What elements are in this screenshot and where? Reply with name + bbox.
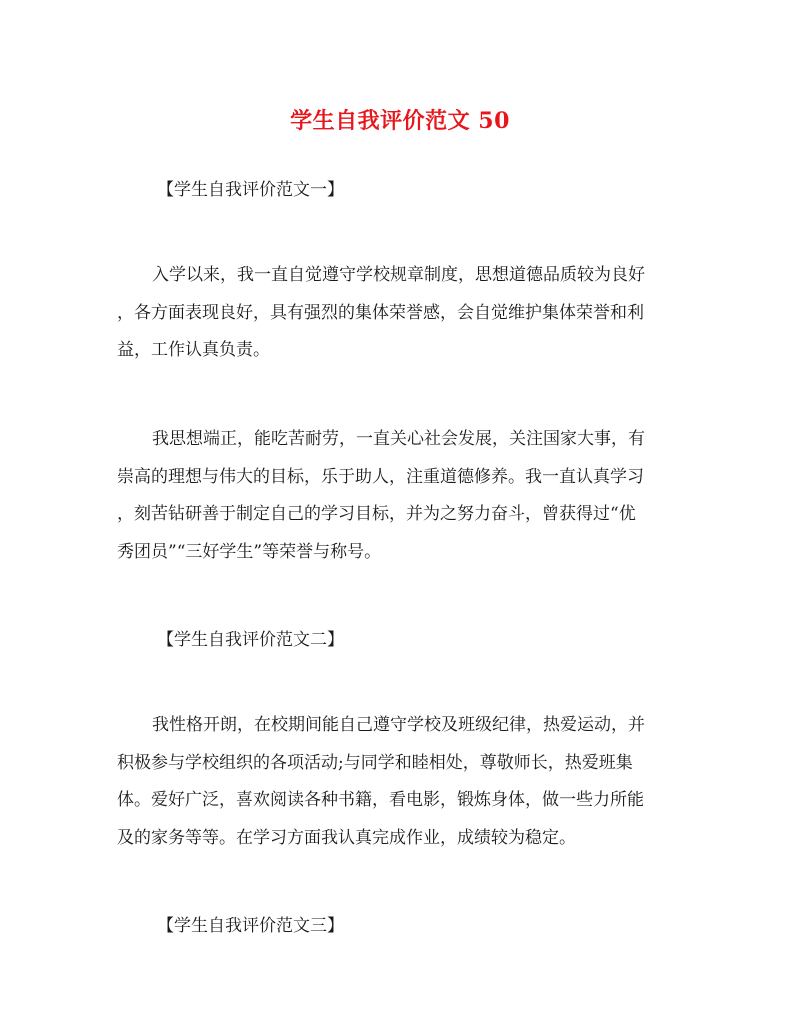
paragraph-line: 入学以来，我一直自觉遵守学校规章制度，思想道德品质较为良好 bbox=[152, 265, 645, 285]
paragraph-line: 益，工作认真负责。 bbox=[117, 340, 270, 360]
paragraph-line: 秀团员”“三好学生”等荣誉与称号。 bbox=[117, 541, 382, 562]
paragraph-line: ，各方面表现良好，具有强烈的集体荣誉感，会自觉维护集体荣誉和利 bbox=[117, 302, 644, 323]
paragraph-line: 及的家务等等。在学习方面我认真完成作业，成绩较为稳定。 bbox=[117, 827, 576, 848]
paragraph-line: ，刻苦钻研善于制定自己的学习目标，并为之努力奋斗，曾获得过“优 bbox=[117, 504, 636, 524]
paragraph-2 bbox=[117, 421, 697, 571]
paragraph-line: 积极参与学校组织的各项活动;与同学和睦相处，尊敬师长，热爱班集 bbox=[117, 752, 633, 773]
paragraph-line: 崇高的理想与伟大的目标，乐于助人，注重道德修养。我一直认真学习 bbox=[117, 466, 644, 487]
section-heading-1: 【学生自我评价范文一】 bbox=[157, 180, 344, 200]
paragraph-1 bbox=[117, 257, 697, 370]
section-heading-3: 【学生自我评价范文三】 bbox=[157, 916, 344, 936]
paragraph-line: 体。爱好广泛，喜欢阅读各种书籍，看电影，锻炼身体，做一些力所能 bbox=[117, 790, 644, 810]
paragraph-line: 我思想端正，能吃苦耐劳，一直关心社会发展，关注国家大事，有 bbox=[152, 429, 645, 449]
section-heading-2: 【学生自我评价范文二】 bbox=[157, 630, 344, 650]
document-title: 学生自我评价范文 50 bbox=[290, 108, 510, 134]
paragraph-3 bbox=[117, 707, 697, 857]
paragraph-line: 我性格开朗，在校期间能自己遵守学校及班级纪律，热爱运动，并 bbox=[152, 715, 645, 735]
